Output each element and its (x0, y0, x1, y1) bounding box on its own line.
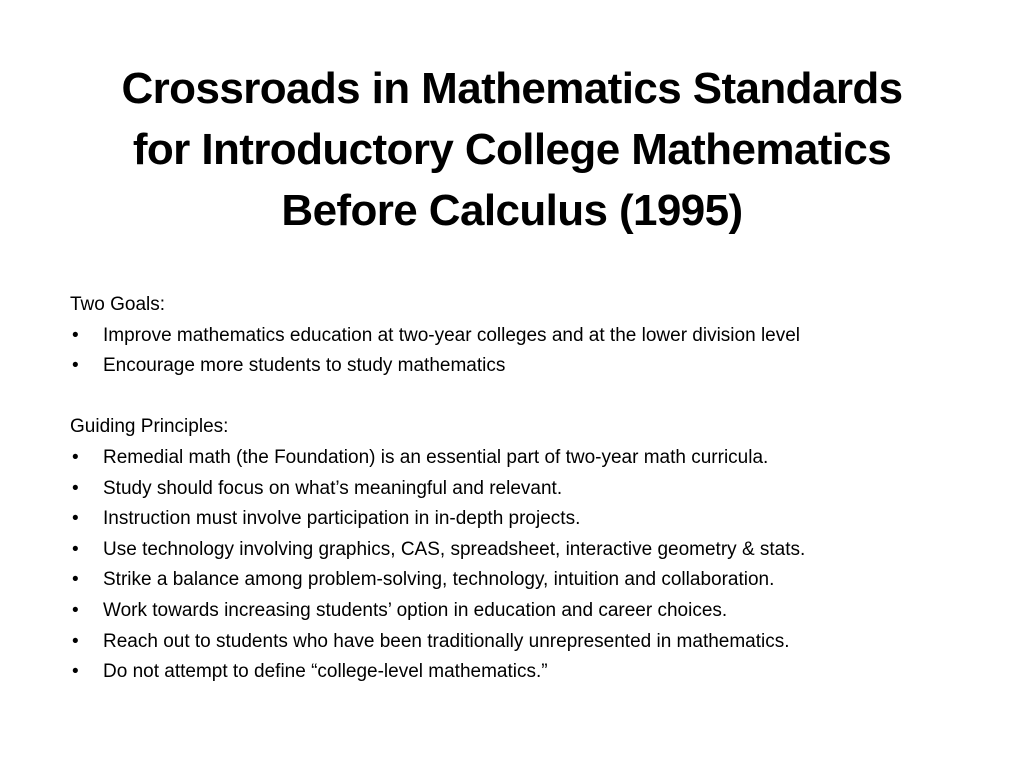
principle-text: Use technology involving graphics, CAS, spreadsheet, interactive geometry & stats. (103, 538, 806, 560)
bullet-icon: • (72, 630, 79, 652)
bullet-icon: • (72, 538, 79, 560)
title-line-1: Crossroads in Mathematics Standards (121, 64, 903, 113)
principle-item (70, 474, 970, 505)
bullet-icon: • (72, 446, 79, 468)
principle-text: Do not attempt to define “college-level mathematics.” (103, 661, 548, 683)
goal-text: Encourage more students to study mathematics (103, 355, 506, 377)
title-line-3: Before Calculus (1995) (281, 186, 743, 235)
principle-item (70, 443, 970, 474)
bullet-icon: • (72, 508, 79, 530)
principles-heading: Guiding Principles: (70, 416, 229, 438)
principle-item (70, 657, 970, 688)
goal-item (70, 321, 970, 352)
principle-text: Instruction must involve participation in in-depth projects. (103, 508, 581, 530)
bullet-icon: • (72, 324, 79, 346)
goal-item (70, 351, 970, 382)
principle-text: Study should focus on what’s meaningful and relevant. (103, 477, 563, 499)
title-line-2: for Introductory College Mathematics (132, 125, 892, 174)
bullet-icon: • (72, 661, 79, 683)
section-spacer (70, 382, 970, 413)
principle-item (70, 535, 970, 566)
slide-body (70, 290, 970, 688)
bullet-icon: • (72, 599, 79, 621)
principle-text: Reach out to students who have been traditionally unrepresented in mathematics. (103, 630, 790, 652)
principle-text: Work towards increasing students’ option in education and career choices. (103, 599, 728, 621)
principle-item (70, 565, 970, 596)
bullet-icon: • (72, 569, 79, 591)
bullet-icon: • (72, 477, 79, 499)
bullet-icon: • (72, 355, 79, 377)
goals-list (70, 321, 970, 382)
goal-text: Improve mathematics education at two-year colleges and at the lower division level (103, 324, 801, 346)
principle-text: Strike a balance among problem-solving, technology, intuition and collaboration. (103, 569, 775, 591)
principle-item (70, 504, 970, 535)
slide-title (40, 58, 984, 241)
goals-heading: Two Goals: (70, 294, 166, 315)
principle-item (70, 627, 970, 658)
principle-text: Remedial math (the Foundation) is an essential part of two-year math curricula. (103, 446, 769, 468)
principle-item (70, 596, 970, 627)
principles-list (70, 443, 970, 688)
